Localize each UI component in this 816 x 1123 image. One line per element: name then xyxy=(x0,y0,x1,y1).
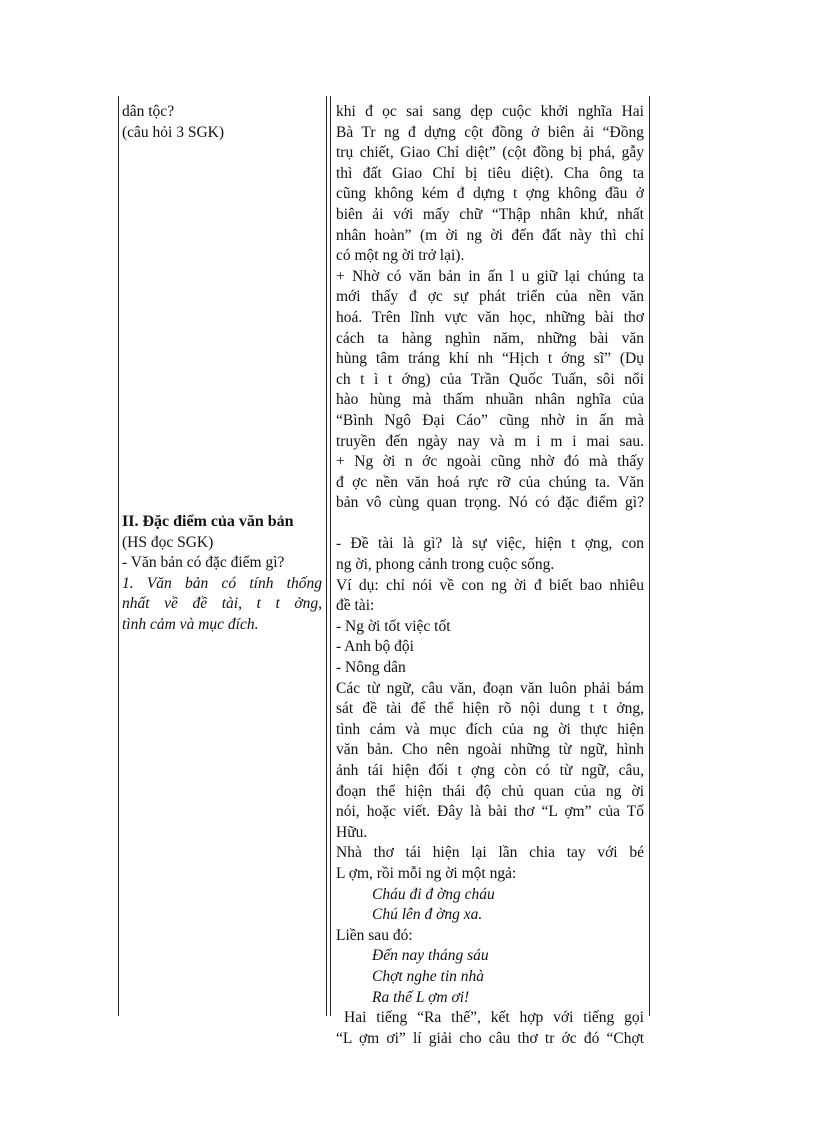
text-line: hào hùng mà thấm nhuần nhân nghĩa của xyxy=(336,391,644,409)
text-line: trụ chiết, Giao Chỉ diệt” (cột đồng bị phá, gẫy xyxy=(336,144,644,162)
text-line: cách ta hàng nghìn năm, những bài văn xyxy=(336,329,644,347)
list-item: - Anh bộ đội xyxy=(336,638,414,656)
text-line: Hai tiếng “Ra thế”, kết hợp với tiếng gọi xyxy=(344,1009,644,1027)
section-line: (HS đọc SGK) xyxy=(122,533,214,551)
section-line: - Văn bản có đặc điểm gì? xyxy=(122,554,285,571)
poem-line: Đến nay tháng sáu xyxy=(372,947,489,965)
text-line: tình cảm và mục đích của ng ời thực hiện xyxy=(336,720,644,738)
question-line: dân tộc? xyxy=(122,103,175,120)
text-line: hùng tâm tráng khí nh “Hịch t ớng sĩ” (Dụ xyxy=(336,350,644,368)
text-line: nhân hoàn” (m ời ng ời đến đất này thì chỉ xyxy=(336,226,644,244)
question-line: (câu hỏi 3 SGK) xyxy=(122,123,225,141)
italic-line: nhất về đề tài, t t ởng, xyxy=(122,595,322,612)
section-heading: II. Đặc điểm của văn bản xyxy=(122,513,294,530)
text-line: sát đề tài để thể hiện rõ nội dung t t ởng, xyxy=(336,700,644,718)
list-item: - Nông dân xyxy=(336,659,406,677)
list-item: - Ng ời tốt việc tốt xyxy=(336,617,451,635)
poem-line: Ra thế L ợm ơi! xyxy=(372,988,470,1006)
text-line: “L ợm ơi” lí giải cho câu thơ tr ớc đó “Chợt xyxy=(336,1029,644,1047)
text-line: Nhà thơ tái hiện lại lần chia tay với bé xyxy=(336,844,644,862)
poem-line: Chú lên đ ờng xa. xyxy=(372,906,483,924)
poem-line: Chợt nghe tin nhà xyxy=(372,967,485,985)
text-line: “Bình Ngô Đại Cáo” cũng nhờ in ấn mà xyxy=(336,411,644,429)
text-line: đ ợc nền văn hoá rực rỡ của chúng ta. Văn xyxy=(336,473,644,491)
table-left-border xyxy=(118,96,119,1016)
text-line: ng ời, phong cảnh trong cuộc sống. xyxy=(336,556,555,574)
text-line: Hữu. xyxy=(336,823,368,841)
text-line: truyền đến ngày nay và m i m i mai sau. xyxy=(336,432,644,450)
text-line: Các từ ngữ, câu văn, đoạn văn luôn phải bám xyxy=(336,679,644,697)
text-line: ch t ì t ớng) của Trần Quốc Tuấn, sôi nổi xyxy=(336,370,644,388)
text-line: L ợm, rồi mỗi ng ời một ngả: xyxy=(336,864,517,882)
text-line: ảnh tái hiện đối t ợng còn có từ ngữ, câu, xyxy=(336,762,644,779)
italic-line: 1. Văn bản có tính thống xyxy=(122,574,322,592)
left-column xyxy=(122,102,322,635)
text-line: nói, hoặc viết. Đây là bài thơ “L ợm” của Tố xyxy=(336,803,644,821)
text-line: mới thấy đ ợc sự phát triển của nền văn xyxy=(336,288,644,306)
poem-line: Cháu đi đ ờng cháu xyxy=(372,885,495,903)
spacer xyxy=(336,514,644,535)
column-divider-right xyxy=(330,96,331,1016)
text-line: văn bản. Cho nên ngoài những từ ngữ, hình xyxy=(336,741,644,759)
column-divider-left xyxy=(326,96,327,1016)
text-line: thì đất Giao Chỉ bị tiêu diệt). Cha ông ta xyxy=(336,164,644,182)
text-line: Ví dụ: chỉ nói về con ng ời đ biết bao nhiêu xyxy=(336,576,644,594)
table-right-border xyxy=(649,96,650,1016)
text-line: hoá. Trên lĩnh vực văn học, những bài thơ xyxy=(336,308,644,326)
text-line: đoạn thể hiện thái độ chủ quan của ng ời xyxy=(336,782,644,800)
right-column xyxy=(336,102,644,1049)
spacer xyxy=(122,143,322,512)
text-line: + Nhờ có văn bản in ấn l u giữ lại chúng ta xyxy=(336,267,644,285)
text-line: bản vô cùng quan trọng. Nó có đặc điểm gì? xyxy=(336,494,644,512)
text-line: khi đ ọc sai sang dẹp cuộc khởi nghĩa Hai xyxy=(336,103,644,120)
italic-line: tình cảm và mục đích. xyxy=(122,615,259,633)
text-line: đề tài: xyxy=(336,597,375,615)
text-line: Bà Tr ng đ dựng cột đồng ở biên ải “Đồng xyxy=(336,123,644,141)
text-line: biên ải với mấy chữ “Thập nhân khứ, nhất xyxy=(336,205,644,223)
text-line: có một ng ời trở lại). xyxy=(336,247,465,265)
text-line: Liền sau đó: xyxy=(336,926,413,944)
text-line: cũng không kém đ dựng t ợng không đầu ở xyxy=(336,185,644,203)
text-line: + Ng ời n ớc ngoài cũng nhờ đó mà thấy xyxy=(336,453,644,471)
text-line: - Đề tài là gì? là sự việc, hiện t ợng, con xyxy=(336,535,644,553)
